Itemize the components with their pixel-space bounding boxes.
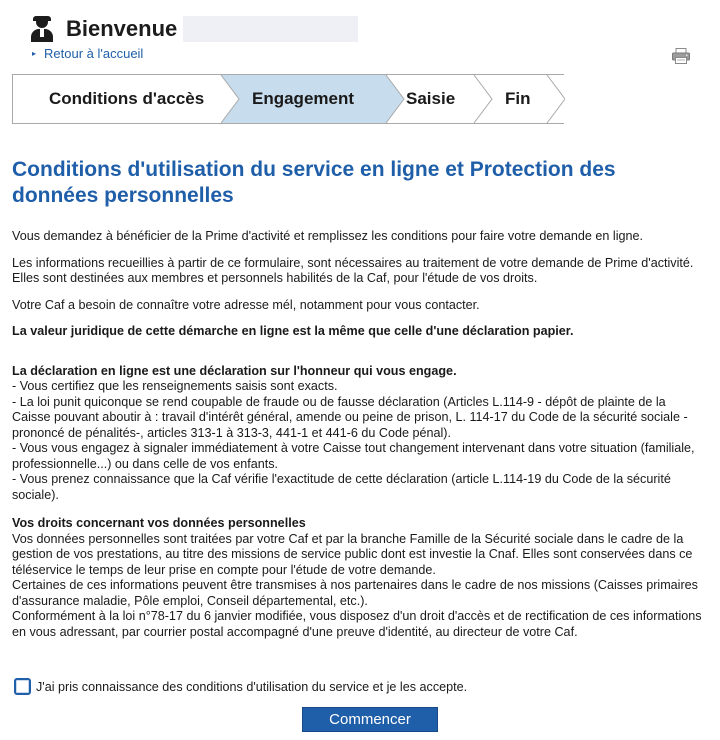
start-button[interactable]: Commencer	[302, 707, 438, 732]
progress-stepper	[12, 74, 564, 124]
step-fin: Fin	[505, 89, 531, 108]
list-item: Conformément à la loi n°78-17 du 6 janvier modifiée, vous disposez d'un droit d'accès et de rectification de ces informations en vous adressant, par courrier postal accompagné d'une preuve d'identité, au directeur de votre Caf.	[12, 609, 702, 639]
legal-value-notice: La valeur juridique de cette démarche en ligne est la même que celle d'une déclaration papier.	[12, 324, 574, 338]
paragraph: Votre Caf a besoin de connaître votre adresse mél, notamment pour vous contacter.	[12, 297, 480, 312]
stepper-separator	[474, 75, 492, 123]
user-icon	[30, 16, 54, 42]
accept-label: J'ai pris connaissance des conditions d'utilisation du service et je les accepte.	[36, 679, 468, 694]
home-link[interactable]	[32, 46, 143, 61]
list-item: - Vous prenez connaissance que la Caf vérifie l'exactitude de cette déclaration (article L.114-19 du Code de la sécurité sociale).	[12, 472, 671, 502]
paragraph: Les informations recueillies à partir de ce formulaire, sont nécessaires au traitement de votre demande de Prime d'activité. Elles sont destinées aux membres et personnels habilités de la Caf, pour l'étude de vos droits.	[12, 255, 694, 285]
list-item: - Vous vous engagez à signaler immédiatement à votre Caisse tout changement intervenant dans votre situation (familiale, professionnelle...) ou dans celle de vos enfants.	[12, 441, 695, 471]
paragraph: Vous demandez à bénéficier de la Prime d'activité et remplissez les conditions pour faire votre demande en ligne.	[12, 229, 644, 243]
step-engagement: Engagement	[252, 89, 355, 108]
declaration-heading: La déclaration en ligne est une déclaration sur l'honneur qui vous engage.	[12, 363, 457, 378]
accept-checkbox[interactable]	[14, 678, 31, 695]
page-title	[12, 157, 702, 209]
list-item: - Vous certifiez que les renseignements saisis sont exacts.	[12, 379, 338, 393]
list-item: Certaines de ces informations peuvent être transmises à nos partenaires dans le cadre de nos missions (Caisses primaires d'assurance maladie, Pôle emploi, Conseil départemental, etc.).	[12, 578, 698, 608]
accept-conditions-row[interactable]	[14, 678, 467, 695]
conditions-text	[12, 229, 702, 640]
step-conditions: Conditions d'accès	[49, 89, 205, 108]
page-title-line2: données personnelles	[12, 184, 234, 207]
header	[30, 14, 358, 44]
welcome-text: Bienvenue	[66, 16, 178, 41]
home-link-label: Retour à l'accueil	[44, 46, 144, 61]
rights-heading: Vos droits concernant vos données personnelles	[12, 516, 306, 530]
caret-right-icon: ▸	[32, 49, 37, 58]
masked-user-name	[183, 16, 358, 42]
printer-icon[interactable]	[672, 48, 690, 64]
stepper-separator	[547, 75, 565, 123]
list-item: - La loi punit quiconque se rend coupable de fraude ou de fausse déclaration (Articles L.114-9 - dépôt de plainte de la Caisse pouvant aboutir à : travail d'intérêt général, amende ou peine de prison, L. 114-17 du Code de la sécurité sociale - prononcé de pénalités-, articles 313-1 à 313-3, 441-1 et 441-6 du Code pénal).	[12, 394, 688, 440]
list-item: Vos données personnelles sont traitées par votre Caf et par la branche Famille de la Sécurité sociale dans le cadre de la gestion de vos prestations, au titre des missions de service public dont est investie la Cnaf. Elles sont conservées dans ce téléservice le temps de leur prise en compte pour l'étude de votre demande.	[12, 531, 693, 577]
page-title-line1: Conditions d'utilisation du service en ligne et Protection des	[12, 158, 616, 181]
step-saisie: Saisie	[406, 89, 456, 108]
